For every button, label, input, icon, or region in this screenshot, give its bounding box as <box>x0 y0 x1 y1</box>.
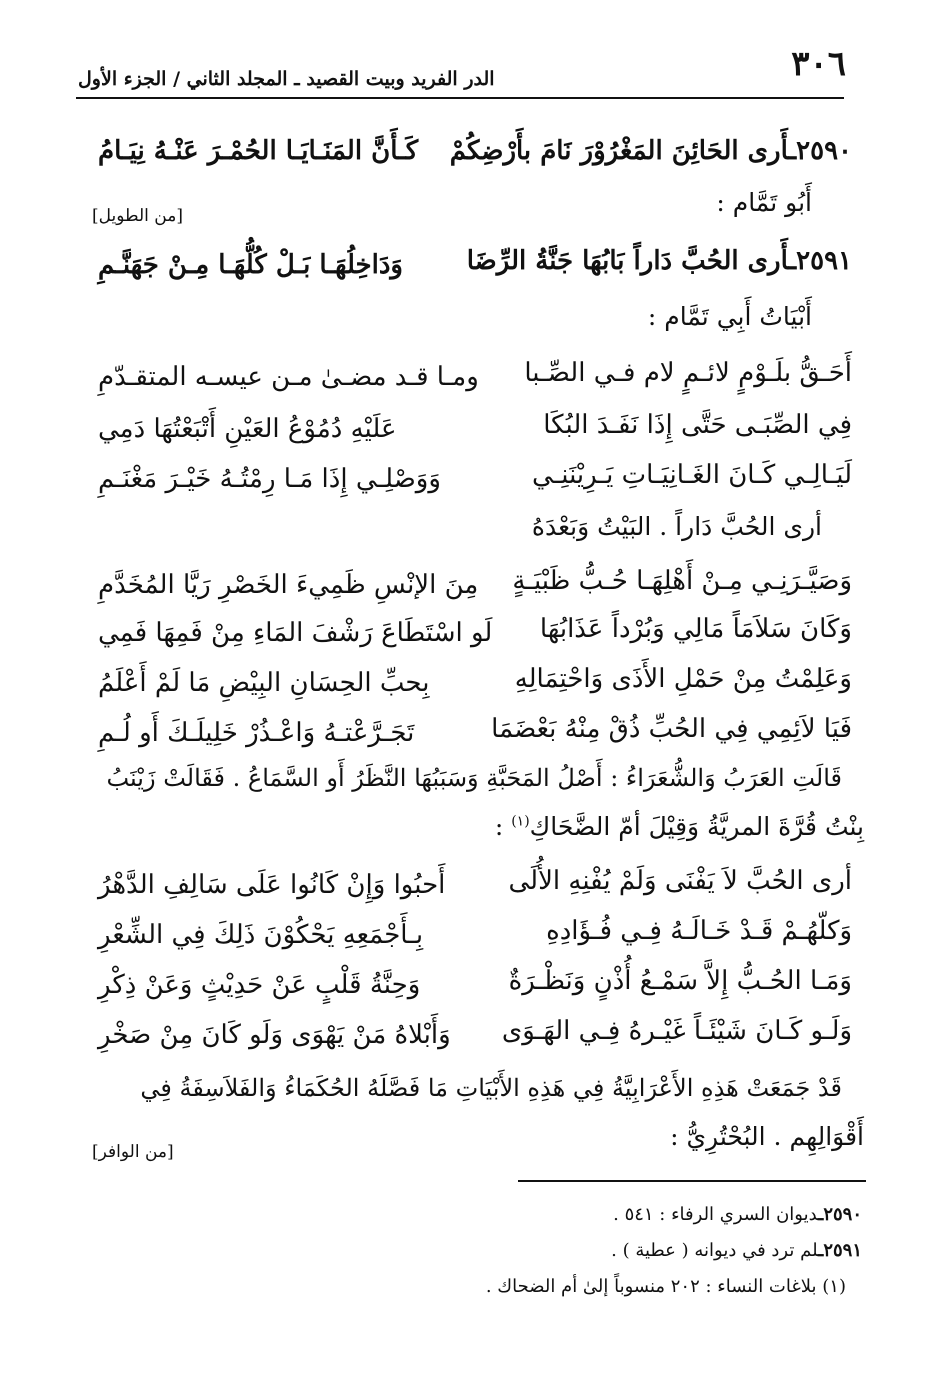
footnote-number: (١) <box>822 1276 846 1297</box>
footnote-text: ديوان السري الرفاء : ٥٤١ . <box>613 1204 819 1225</box>
running-title: الدر الفريد وبيت القصيد ـ المجلد الثاني / الجزء الأول <box>78 68 495 90</box>
verse-2590-second: كَـأَنَّ المَنَـايَـا الحُمْـرَ عَنْـهُ نِيَـامُ <box>98 136 419 166</box>
intro-text: أَبْيَاتُ أَبِي تَمَّام : <box>647 302 812 331</box>
verse-line: ومـا قـد مضـىٰ مـن عيسـه المتقـدّمِ <box>98 362 479 392</box>
paragraph-text: بِنْتُ قُرَّةَ المريَّةُ وَقِيْلَ أمّ الضَّحَاكِ <box>529 812 864 841</box>
verse-line: لَيَـالِـي كَـانَ الغَـانِيَـاتِ يَـرِيْنَنِـي <box>531 460 852 490</box>
verse-line: تَجَـرَّعْتـهُ وَاعْـذُرْ خَلِيلَـكَ أَو لُـمِ <box>98 718 415 748</box>
verse-line: وَصَيَّـرَنِـي مِـنْ أَهْلِهَـا حُـبُّ ظَبْيَـةٍ <box>512 566 852 596</box>
verse-line: وَأَبْلاهُ مَنْ يَهْوَى وَلَو كَانَ مِنْ صَخْرِ <box>98 1020 451 1050</box>
verse-line: أَحبُوا وَإِنْ كَانُوا عَلَى سَالِفِ الدَّهْرُ <box>98 870 446 900</box>
verse-line: وَكلّهُـمْ قَـدْ خَـالَـهُ فِـي فُـؤَادِهِ <box>546 916 852 946</box>
footnote <box>611 1240 862 1261</box>
paragraph-text: : <box>494 812 512 841</box>
verse-line: مِنَ الإنْسِ ظَمِيءَ الخَصْرِ رَيَّا المُخَدَّمِ <box>98 570 479 600</box>
verse-line: وَوَصْلِـي إِذَا مَـا رِمْتُـهُ خَيْـرَ مَغْنَـمِ <box>98 464 441 494</box>
footnote-ref: (١) <box>511 813 530 830</box>
verse-line: لَو اسْتَطَاعَ رَشْفَ المَاءِ مِنْ فَمِهَا فَمِي <box>98 618 493 648</box>
verse-line: بِـأَجْمَعِهِ يَحْكُوْنَ ذَلِكَ فِي الشِّعْرِ <box>98 920 424 950</box>
hemistich-first: أَرى الحَائِنَ المَغْرُوْرَ نَامَ بأَرْضِكُمْ <box>449 136 789 166</box>
meter-label: [من الطويل] <box>92 206 183 226</box>
verse-line: وَكَانَ سَلاَمَاً مَالِي وَبُرْداً عَذَابُهَا <box>539 614 852 644</box>
page-number: ٣٠٦ <box>791 44 846 84</box>
footnote-rule <box>518 1180 866 1182</box>
verse-2591-first <box>467 246 852 276</box>
footnote-number: ٢٥٩١ـ <box>818 1240 862 1261</box>
verse-line: وَمَـا الحُـبُّ إِلاَّ سَمْـعُ أُذْنٍ وَنَظْـرَةٌ <box>508 966 852 996</box>
hemistich-first: أَرى الحُبَّ دَاراً بَابُهَا جَنَّةُ الرِّضَا <box>466 246 789 276</box>
header-rule <box>76 97 844 99</box>
paragraph-line: أَقْوَالِهِم . البُحْتُرِيُّ : <box>670 1122 864 1151</box>
entry-number: ٢٥٩١ـ <box>788 246 852 276</box>
entry-number: ٢٥٩٠ـ <box>788 136 852 166</box>
verse-line: فَيَا لاَئِمِي فِي الحُبِّ ذُقْ مِنْهُ بَعْضَمَا <box>491 714 852 744</box>
verse-2590-first <box>450 136 852 166</box>
footnote-text: لم ترد في ديوانه ( عطية ) . <box>611 1240 819 1261</box>
paragraph-line: قَالَتِ العَرَبُ وَالشُّعَرَاءُ : أَصْلُ المَحَبَّةِ وَسَبَبُهَا النَّظَرُ أَو السَّمَاعُ . فَقَالَتْ زَيْنَبُ <box>106 764 842 792</box>
verse-line: فِي الصِّبَـى حَتَّى إِذَا نَفَـدَ البُكَا <box>543 410 852 440</box>
paragraph-line <box>495 812 864 841</box>
meter-label: [من الوافر] <box>92 1142 174 1162</box>
verse-line: أَحَـقُّ بلَـوْمٍ لائـمٍ لام فـي الصِّـبا <box>524 358 852 388</box>
inline-text: أرى الحُبَّ دَاراً . البَيْتُ وَبَعْدَهُ <box>531 512 822 541</box>
verse-line: بِحبِّ الحِسَانِ البِيْضِ مَا لَمْ أَعْلَمُ <box>98 668 430 698</box>
paragraph-line: قَدْ جَمَعَتْ هَذِهِ الأَعْرَابِيَّةُ فِي هَذِهِ الأَبْيَاتِ مَا فَصَّلَهُ الحُكَمَاءُ وَالفَلاَسِفَةُ فِي <box>140 1074 842 1102</box>
verse-line: وَحِنَّةُ قَلْبٍ عَنْ حَدِيْثٍ وَعَنْ ذِكْرِ <box>98 970 421 1000</box>
footnote-number: ٢٥٩٠ـ <box>818 1204 862 1225</box>
verse-line: أرى الحُبَّ لاَ يَفْنَى وَلَمْ يُفْنِهِ الأُلَى <box>508 866 852 896</box>
footnote-text: بلاغات النساء : ٢٠٢ منسوباً إلىٰ أم الضحاك . <box>485 1276 817 1297</box>
verse-line: وَعَلِمْتُ مِنْ حَمْلِ الأَذَى وَاحْتِمَالِهِ <box>514 664 852 694</box>
verse-line: وَلَـو كَـانَ شَيْئَـاً غَيْـرهُ فِـي الهَـوَى <box>501 1016 852 1046</box>
footnote <box>486 1276 846 1297</box>
footnote <box>613 1204 862 1225</box>
verse-line: عَلَيْهِ دُمُوْعُ العَيْنِ أَتْبَعْتُهَا دَمِي <box>98 414 397 444</box>
poet-name: أَبُو تَمَّام : <box>716 188 812 217</box>
verse-2591-second: وَدَاخِلُهَـا بَـلْ كُلُّهَـا مِـنْ جَهَنَّـمِ <box>98 250 403 280</box>
